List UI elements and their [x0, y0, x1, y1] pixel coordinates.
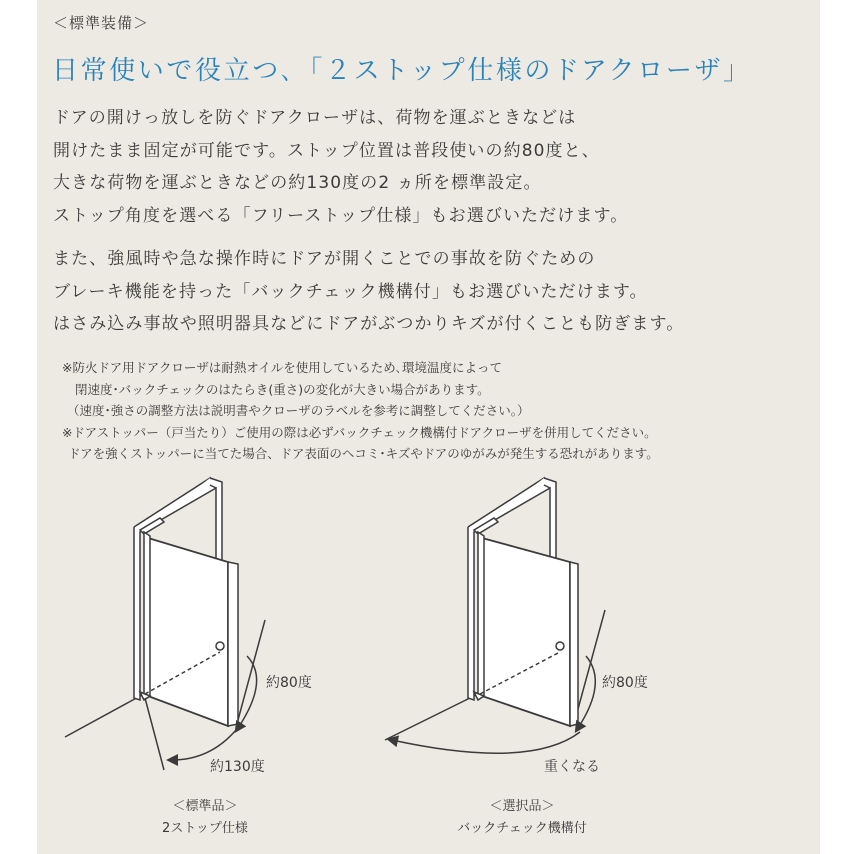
- note-line: ※防火ドア用ドアクローザは耐熱オイルを使用しているため､環境温度によって: [62, 360, 502, 375]
- note-line: ※ドアストッパー（戸当たり）ご使用の際は必ずバックチェック機構付ドアクローザを併用してください。: [62, 424, 657, 440]
- note-line: 閉速度･バックチェックのはたらき(重さ)の変化が大きい場合があります。: [75, 381, 490, 397]
- note-line: ドアを強くストッパーに当てた場合、ドア表面のヘコミ･キズやドアのゆがみが発生する恐れがあります。: [68, 446, 659, 461]
- paragraph-line: はさみ込み事故や照明器具などにドアがぶつかりキズが付くことも防ぎます。: [53, 314, 685, 334]
- standard-equipment-badge: ＜標準装備＞: [53, 14, 150, 32]
- description-paragraph-1: [53, 102, 813, 232]
- angle-label-130: 約130度: [210, 759, 265, 775]
- paragraph-line: 大きな荷物を運ぶときなどの約130度の2 ヵ所を標準設定。: [53, 173, 542, 193]
- heavy-label: 重くなる: [544, 759, 600, 775]
- door-leaf: [482, 538, 570, 726]
- paragraph-line: ブレーキ機能を持った「バックチェック機構付」もお選びいただけます。: [53, 281, 648, 302]
- note-line: （速度･強さの調整方法は説明書やクローザのラベルを参考に調整してください。）: [67, 403, 530, 418]
- caption-standard: [95, 796, 315, 840]
- notes-block: [62, 357, 822, 465]
- floor-line-right: [575, 610, 605, 720]
- door-leaf: [148, 538, 228, 726]
- caption-spec: バックチェック機構付: [457, 821, 587, 836]
- door-knob: [216, 642, 224, 650]
- door-diagram-backcheck: [380, 470, 630, 780]
- caption-backcheck: [412, 796, 632, 840]
- caption-label: ＜標準品＞: [172, 799, 238, 814]
- angle-label-80-right: 約80度: [602, 675, 648, 691]
- door-knob: [556, 642, 564, 650]
- angle-label-80-left: 約80度: [266, 675, 312, 691]
- caption-spec: 2ストップ仕様: [162, 821, 248, 836]
- caption-label: ＜選択品＞: [489, 799, 555, 814]
- door-diagram-standard: [60, 470, 290, 780]
- description-paragraph-2: [53, 243, 813, 341]
- paragraph-line: 開けたまま固定が可能です。ストップ位置は普段使いの約80度と、: [53, 140, 600, 161]
- paragraph-line: ドアの開けっ放しを防ぐドアクローザは、荷物を運ぶときなどは: [53, 108, 577, 128]
- paragraph-line: また、強風時や急な操作時にドアが開くことでの事故を防ぐための: [53, 249, 596, 269]
- paragraph-line: ストップ角度を選べる「フリーストップ仕様」もお選びいただけます。: [53, 205, 629, 226]
- floor-line-left: [65, 695, 142, 737]
- floor-line-left: [385, 695, 476, 740]
- page-title: 日常使いで役立つ､「２ストップ仕様のドアクローザ」: [52, 56, 752, 86]
